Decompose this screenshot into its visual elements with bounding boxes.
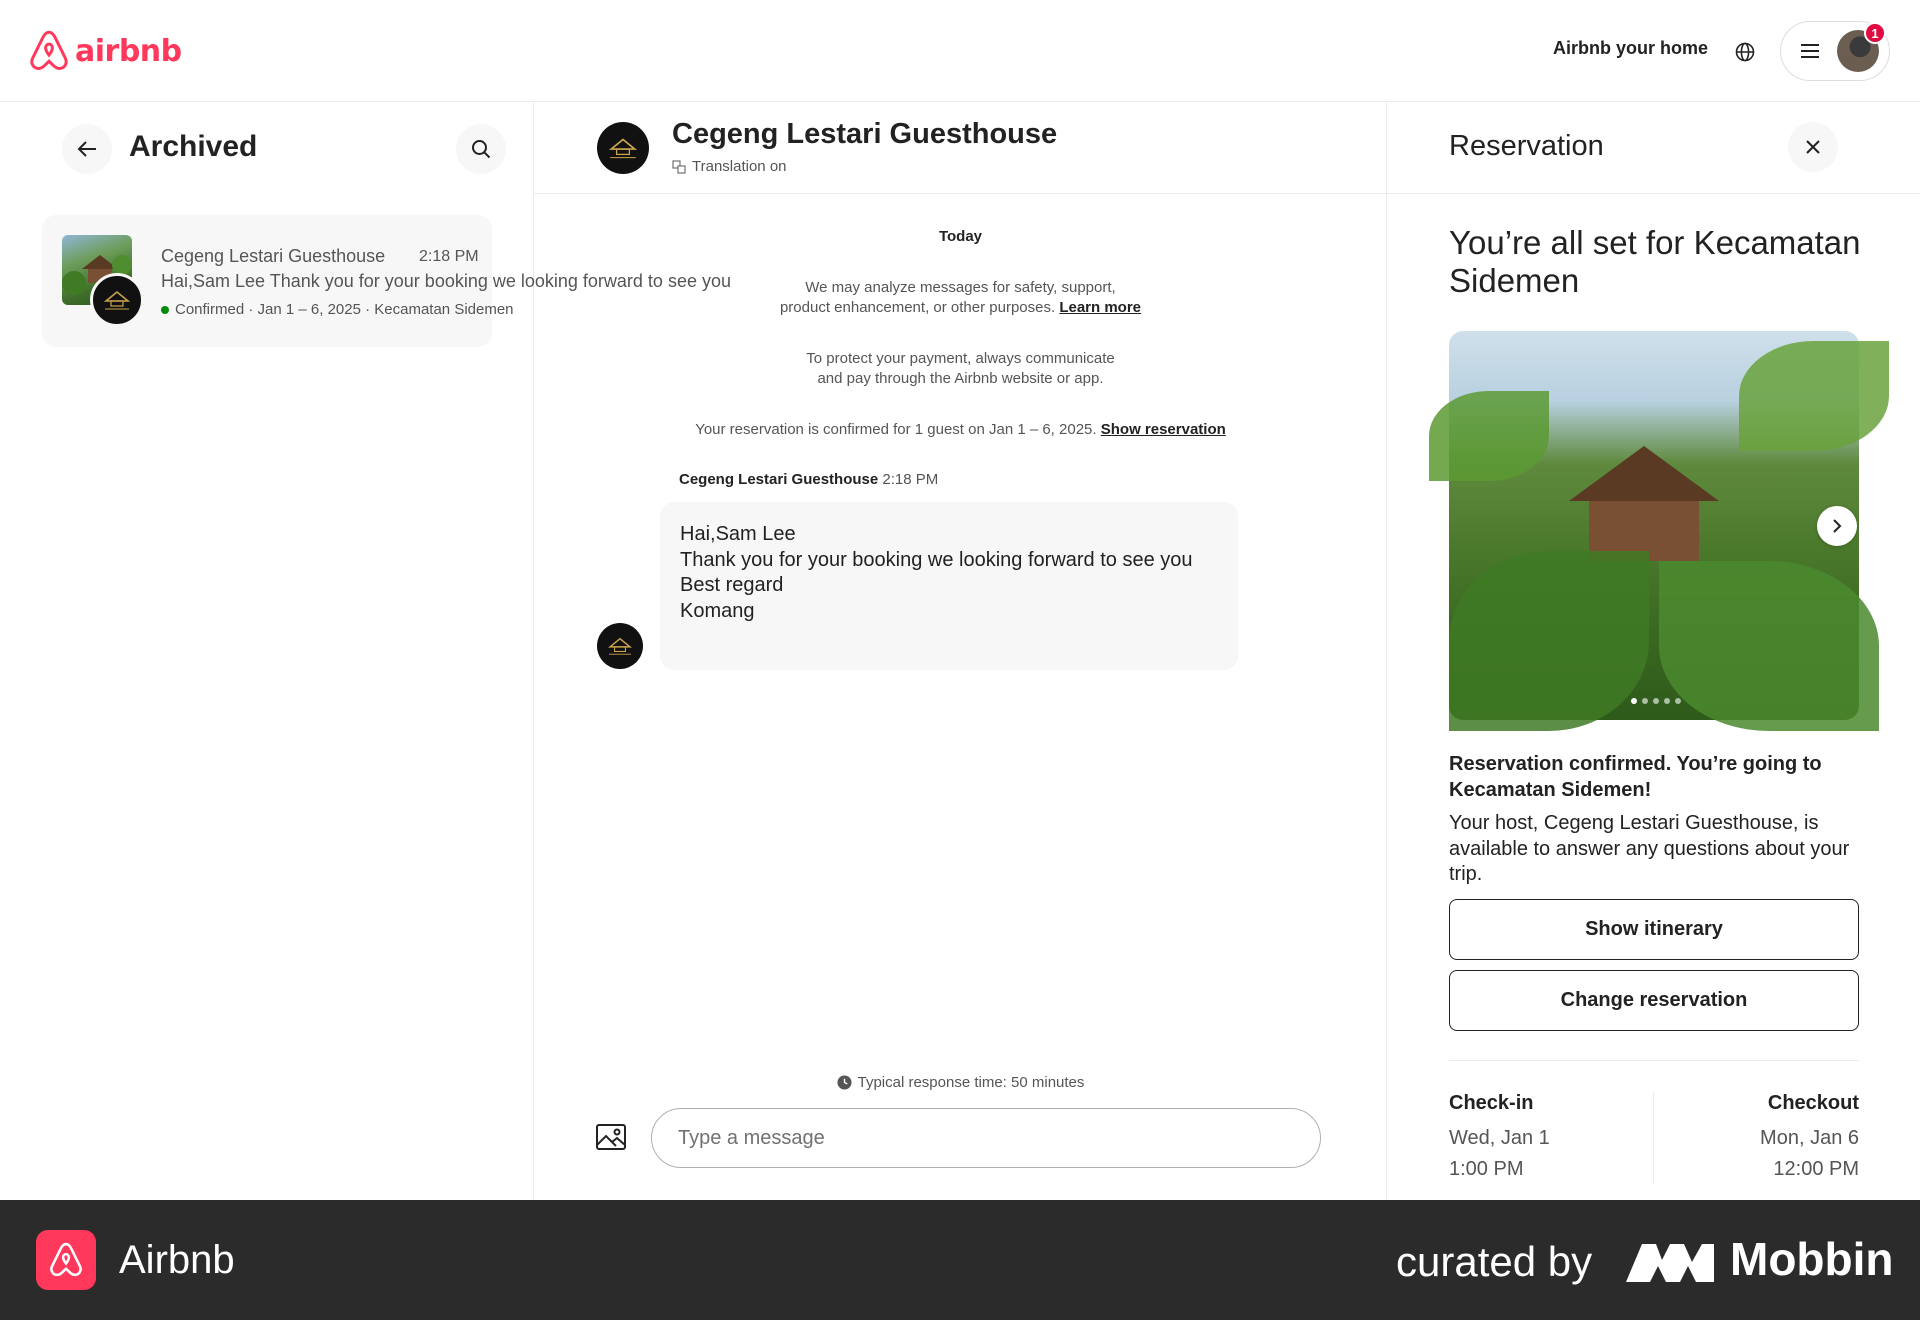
translation-status[interactable] xyxy=(672,158,787,175)
back-button[interactable] xyxy=(62,124,112,174)
safety-notice xyxy=(534,278,1387,318)
payment-notice-line-2: and pay through the Airbnb website or app. xyxy=(817,370,1104,387)
mobbin-wordmark: Mobbin xyxy=(1730,1233,1894,1285)
guesthouse-logo-icon xyxy=(102,289,132,311)
chat-panel xyxy=(534,102,1387,1200)
foliage xyxy=(1429,391,1549,481)
message-line: Best regard xyxy=(680,574,784,596)
checkout-label: Checkout xyxy=(1767,1092,1859,1114)
reservation-header xyxy=(1387,102,1920,194)
notification-badge: 1 xyxy=(1864,22,1886,44)
message-time: 2:18 PM xyxy=(882,471,939,488)
airbnb-belo-icon xyxy=(29,29,69,73)
confirmed-dot-icon xyxy=(161,306,169,314)
foliage xyxy=(1739,341,1889,451)
confirmation-heading: Reservation confirmed. You’re going to Kecamatan Sidemen! xyxy=(1449,753,1822,801)
message-meta xyxy=(679,471,938,488)
checkin-date: Wed, Jan 1 xyxy=(1449,1127,1550,1149)
payment-notice xyxy=(534,349,1387,389)
carousel-dot[interactable] xyxy=(1642,698,1648,704)
guesthouse-logo-icon xyxy=(606,636,634,656)
show-reservation-link[interactable]: Show reservation xyxy=(1100,421,1226,438)
arrow-left-icon xyxy=(77,140,97,158)
footer-app-name: Airbnb xyxy=(119,1238,235,1282)
guesthouse-logo-icon xyxy=(607,136,639,160)
message-line: Thank you for your booking we looking forward to see you xyxy=(680,548,1193,571)
host-avatar[interactable] xyxy=(597,122,649,174)
conversation-time: 2:18 PM xyxy=(419,248,479,265)
logo-wordmark: airbnb xyxy=(75,33,182,69)
airbnb-logo[interactable] xyxy=(29,29,182,73)
hamburger-menu-icon xyxy=(1801,43,1819,59)
translation-label: Translation on xyxy=(692,158,787,175)
attach-image-button[interactable] xyxy=(595,1121,627,1153)
reservation-notice xyxy=(534,420,1387,440)
safety-notice-line-2: product enhancement, or other purposes. xyxy=(779,299,1056,316)
conversation-item[interactable] xyxy=(42,215,731,347)
chat-title: Cegeng Lestari Guesthouse xyxy=(672,118,1058,150)
listing-photo-carousel[interactable] xyxy=(1449,331,1859,720)
checkin-checkout-separator xyxy=(1653,1092,1654,1184)
day-separator: Today xyxy=(938,228,983,245)
search-icon xyxy=(471,139,491,159)
carousel-dot[interactable] xyxy=(1631,698,1637,704)
next-photo-button[interactable] xyxy=(1817,506,1857,546)
globe-icon xyxy=(1735,42,1755,62)
clock-icon xyxy=(837,1075,852,1090)
foliage xyxy=(1659,561,1879,731)
foliage xyxy=(1449,551,1649,731)
conversation-status xyxy=(161,301,514,318)
chevron-right-icon xyxy=(1832,519,1842,533)
message-bubble xyxy=(660,502,1238,670)
reservation-notice-text: Your reservation is confirmed for 1 guest on Jan 1 – 6, 2025. xyxy=(695,421,1097,438)
airbnb-belo-icon xyxy=(49,1241,83,1279)
conversation-status-text: Confirmed · Jan 1 – 6, 2025 · Kecamatan Sidemen xyxy=(175,301,514,318)
divider xyxy=(1449,1060,1859,1061)
message-host-avatar[interactable] xyxy=(597,623,643,669)
curated-by-label: curated by xyxy=(1396,1238,1593,1285)
message-input[interactable] xyxy=(651,1108,1321,1168)
checkin-label: Check-in xyxy=(1449,1092,1534,1114)
response-time xyxy=(534,1074,1387,1091)
message-line: Hai,Sam Lee xyxy=(680,523,796,545)
chat-header xyxy=(534,102,1387,194)
reservation-heading: You’re all set for Kecamatan Sidemen xyxy=(1449,224,1861,299)
airbnb-app-icon xyxy=(36,1230,96,1290)
conversation-name: Cegeng Lestari Guesthouse xyxy=(161,246,386,266)
message-sender: Cegeng Lestari Guesthouse xyxy=(679,471,879,488)
checkin-time: 1:00 PM xyxy=(1449,1158,1524,1180)
carousel-dot[interactable] xyxy=(1675,698,1681,704)
checkout-date: Mon, Jan 6 xyxy=(1760,1127,1859,1149)
message-line: Komang xyxy=(680,599,755,622)
top-nav xyxy=(0,0,1920,102)
search-button[interactable] xyxy=(456,124,506,174)
change-reservation-button[interactable]: Change reservation xyxy=(1449,970,1859,1031)
translate-icon xyxy=(672,160,686,174)
close-reservation-button[interactable] xyxy=(1788,122,1838,172)
carousel-dot[interactable] xyxy=(1653,698,1659,704)
image-icon xyxy=(596,1124,626,1150)
payment-notice-line-1: To protect your payment, always communicate xyxy=(806,350,1115,367)
reservation-title: Reservation xyxy=(1449,130,1604,162)
learn-more-link[interactable]: Learn more xyxy=(1059,299,1142,316)
checkout-time: 12:00 PM xyxy=(1773,1158,1859,1180)
conversation-preview: Hai,Sam Lee Thank you for your booking we looking forward to see you xyxy=(161,271,731,291)
carousel-dot[interactable] xyxy=(1664,698,1670,704)
confirmation-body: Your host, Cegeng Lestari Guesthouse, is available to answer any questions about your trip. xyxy=(1449,812,1850,885)
host-logo-avatar xyxy=(90,273,144,327)
close-icon xyxy=(1805,139,1821,155)
inbox-title: Archived xyxy=(129,130,258,163)
language-button[interactable] xyxy=(1726,33,1764,71)
show-itinerary-button[interactable]: Show itinerary xyxy=(1449,899,1859,960)
airbnb-your-home-link[interactable]: Airbnb your home xyxy=(1553,38,1709,58)
carousel-dots xyxy=(1631,698,1681,704)
response-time-text: Typical response time: 50 minutes xyxy=(857,1074,1085,1091)
reservation-panel xyxy=(1387,102,1920,1200)
safety-notice-line-1: We may analyze messages for safety, support, xyxy=(805,279,1116,296)
mobbin-logo-icon xyxy=(1626,1240,1714,1282)
mobbin-footer xyxy=(0,1200,1920,1320)
hut-illustration xyxy=(1569,446,1719,566)
